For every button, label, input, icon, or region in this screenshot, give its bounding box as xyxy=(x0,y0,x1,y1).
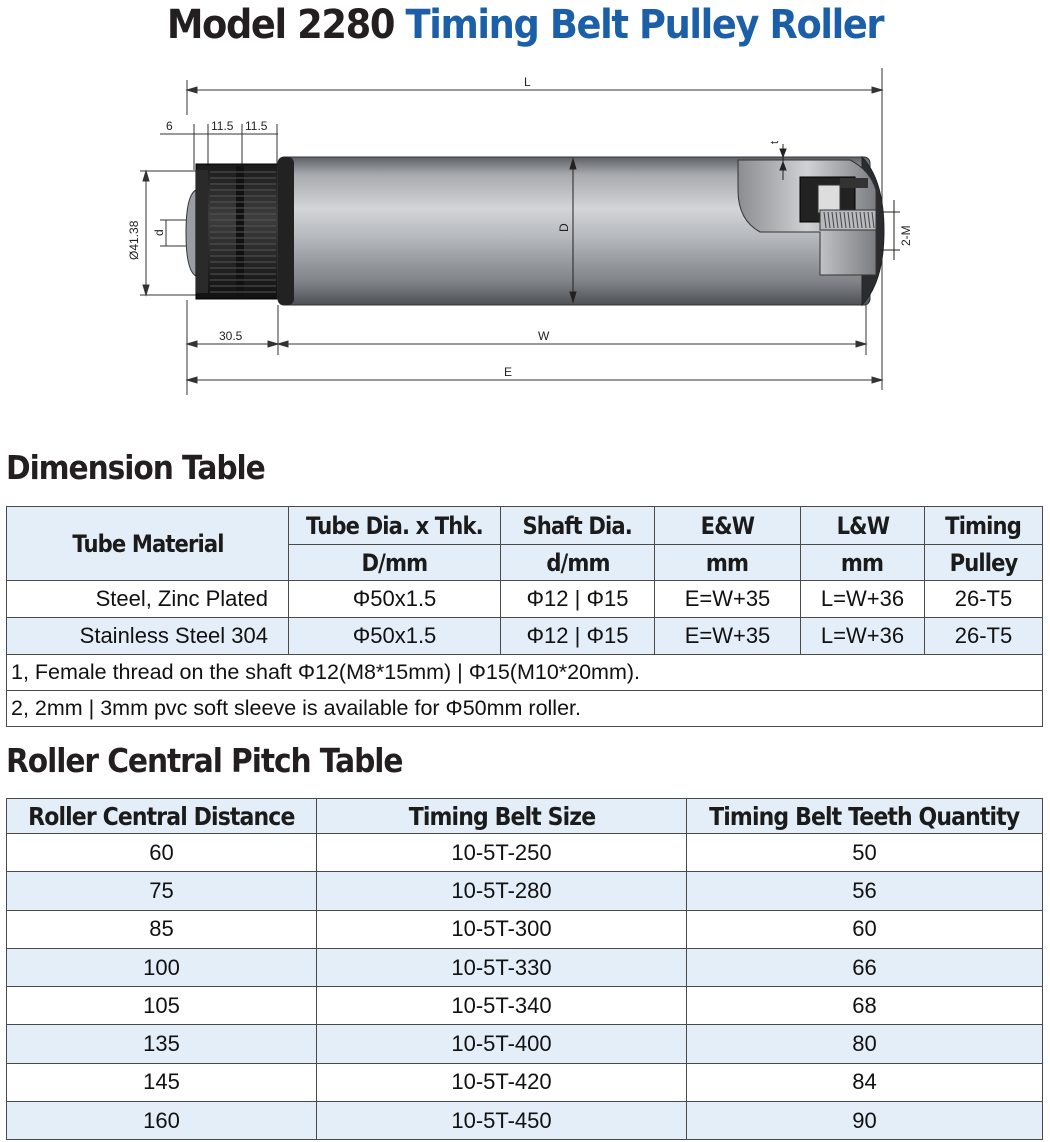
cell-central-distance: 105 xyxy=(7,987,317,1025)
cell-central-distance: 135 xyxy=(7,1025,317,1063)
header-belt-size: Timing Belt Size xyxy=(317,799,687,834)
header-lw-unit: mm xyxy=(801,545,925,581)
cell-belt-size: 10-5T-330 xyxy=(317,948,687,986)
cell-central-distance: 85 xyxy=(7,910,317,948)
cell-shaft: Φ12 | Φ15 xyxy=(501,581,655,618)
note-row xyxy=(7,691,1043,727)
label-d: d xyxy=(152,229,166,236)
pitch-table xyxy=(6,798,1043,1140)
cell-pulley: 26-T5 xyxy=(925,618,1043,655)
cell-central-distance: 60 xyxy=(7,834,317,872)
cell-central-distance: 100 xyxy=(7,948,317,986)
label-L: L xyxy=(524,75,531,89)
dimension-E xyxy=(187,377,882,383)
cell-tube: Φ50x1.5 xyxy=(289,581,501,618)
label-E: E xyxy=(504,365,513,379)
header-shaft-dia: Shaft Dia. xyxy=(501,507,655,545)
cell-tube: Φ50x1.5 xyxy=(289,618,501,655)
table-row xyxy=(7,581,1043,618)
header-ew: E&W xyxy=(655,507,801,545)
table-row xyxy=(7,948,1043,986)
header-lw: L&W xyxy=(801,507,925,545)
table-row xyxy=(7,910,1043,948)
table-row xyxy=(7,872,1043,910)
cell-material: Steel, Zinc Plated xyxy=(7,581,289,618)
header-central-distance: Roller Central Distance xyxy=(7,799,317,834)
header-teeth-quantity: Timing Belt Teeth Quantity xyxy=(687,799,1043,834)
pulley-teeth xyxy=(210,172,276,292)
cell-belt-size: 10-5T-450 xyxy=(317,1102,687,1140)
cell-teeth-quantity: 80 xyxy=(687,1025,1043,1063)
cell-central-distance: 145 xyxy=(7,1063,317,1101)
label-W: W xyxy=(538,329,550,343)
cell-belt-size: 10-5T-400 xyxy=(317,1025,687,1063)
table-row xyxy=(7,618,1043,655)
cell-pulley: 26-T5 xyxy=(925,581,1043,618)
cell-ew: E=W+35 xyxy=(655,581,801,618)
cell-ew: E=W+35 xyxy=(655,618,801,655)
product-name: Timing Belt Pulley Roller xyxy=(405,2,884,48)
cell-lw: L=W+36 xyxy=(801,618,925,655)
label-11-5-b: 11.5 xyxy=(245,119,268,133)
table-row xyxy=(7,834,1043,872)
table-row xyxy=(7,987,1043,1025)
header-tube-material: Tube Material xyxy=(7,507,289,581)
label-30-5: 30.5 xyxy=(219,329,243,343)
label-2M: 2-M xyxy=(899,225,913,246)
dimension-table xyxy=(6,506,1043,727)
cell-teeth-quantity: 50 xyxy=(687,834,1043,872)
header-tube-dia: Tube Dia. x Thk. xyxy=(289,507,501,545)
cell-teeth-quantity: 56 xyxy=(687,872,1043,910)
dimension-table-title: Dimension Table xyxy=(6,448,265,487)
table-row xyxy=(7,1102,1043,1140)
header-shaft-dia-unit: d/mm xyxy=(501,545,655,581)
table-row xyxy=(7,1063,1043,1101)
header-pulley: Pulley xyxy=(925,545,1043,581)
cell-belt-size: 10-5T-280 xyxy=(317,872,687,910)
roller-tube xyxy=(278,157,884,305)
label-11-5-a: 11.5 xyxy=(211,119,234,133)
roller-technical-drawing xyxy=(0,60,1050,405)
cell-belt-size: 10-5T-340 xyxy=(317,987,687,1025)
cell-belt-size: 10-5T-420 xyxy=(317,1063,687,1101)
model-number: Model 2280 xyxy=(166,2,395,48)
page-title xyxy=(42,2,1008,48)
cell-teeth-quantity: 66 xyxy=(687,948,1043,986)
header-timing: Timing xyxy=(925,507,1043,545)
cell-central-distance: 75 xyxy=(7,872,317,910)
label-6: 6 xyxy=(166,119,173,133)
cell-central-distance: 160 xyxy=(7,1102,317,1140)
cell-belt-size: 10-5T-300 xyxy=(317,910,687,948)
label-t: t xyxy=(769,140,781,144)
header-tube-dia-unit: D/mm xyxy=(289,545,501,581)
header-ew-unit: mm xyxy=(655,545,801,581)
cell-teeth-quantity: 68 xyxy=(687,987,1043,1025)
cell-teeth-quantity: 60 xyxy=(687,910,1043,948)
note-1: 1, Female thread on the shaft Φ12(M8*15mm) | Φ15(M10*20mm). xyxy=(7,655,1043,691)
label-D: D xyxy=(557,223,571,232)
pitch-table-title: Roller Central Pitch Table xyxy=(6,741,403,780)
cell-belt-size: 10-5T-250 xyxy=(317,834,687,872)
table-row xyxy=(7,1025,1043,1063)
dimension-W xyxy=(187,300,866,395)
note-2: 2, 2mm | 3mm pvc soft sleeve is available for Φ50mm roller. xyxy=(7,691,1043,727)
cell-shaft: Φ12 | Φ15 xyxy=(501,618,655,655)
cell-teeth-quantity: 90 xyxy=(687,1102,1043,1140)
cell-lw: L=W+36 xyxy=(801,581,925,618)
label-diameter: Ø41.38 xyxy=(127,220,141,260)
cell-teeth-quantity: 84 xyxy=(687,1063,1043,1101)
cell-material: Stainless Steel 304 xyxy=(7,618,289,655)
note-row xyxy=(7,655,1043,691)
